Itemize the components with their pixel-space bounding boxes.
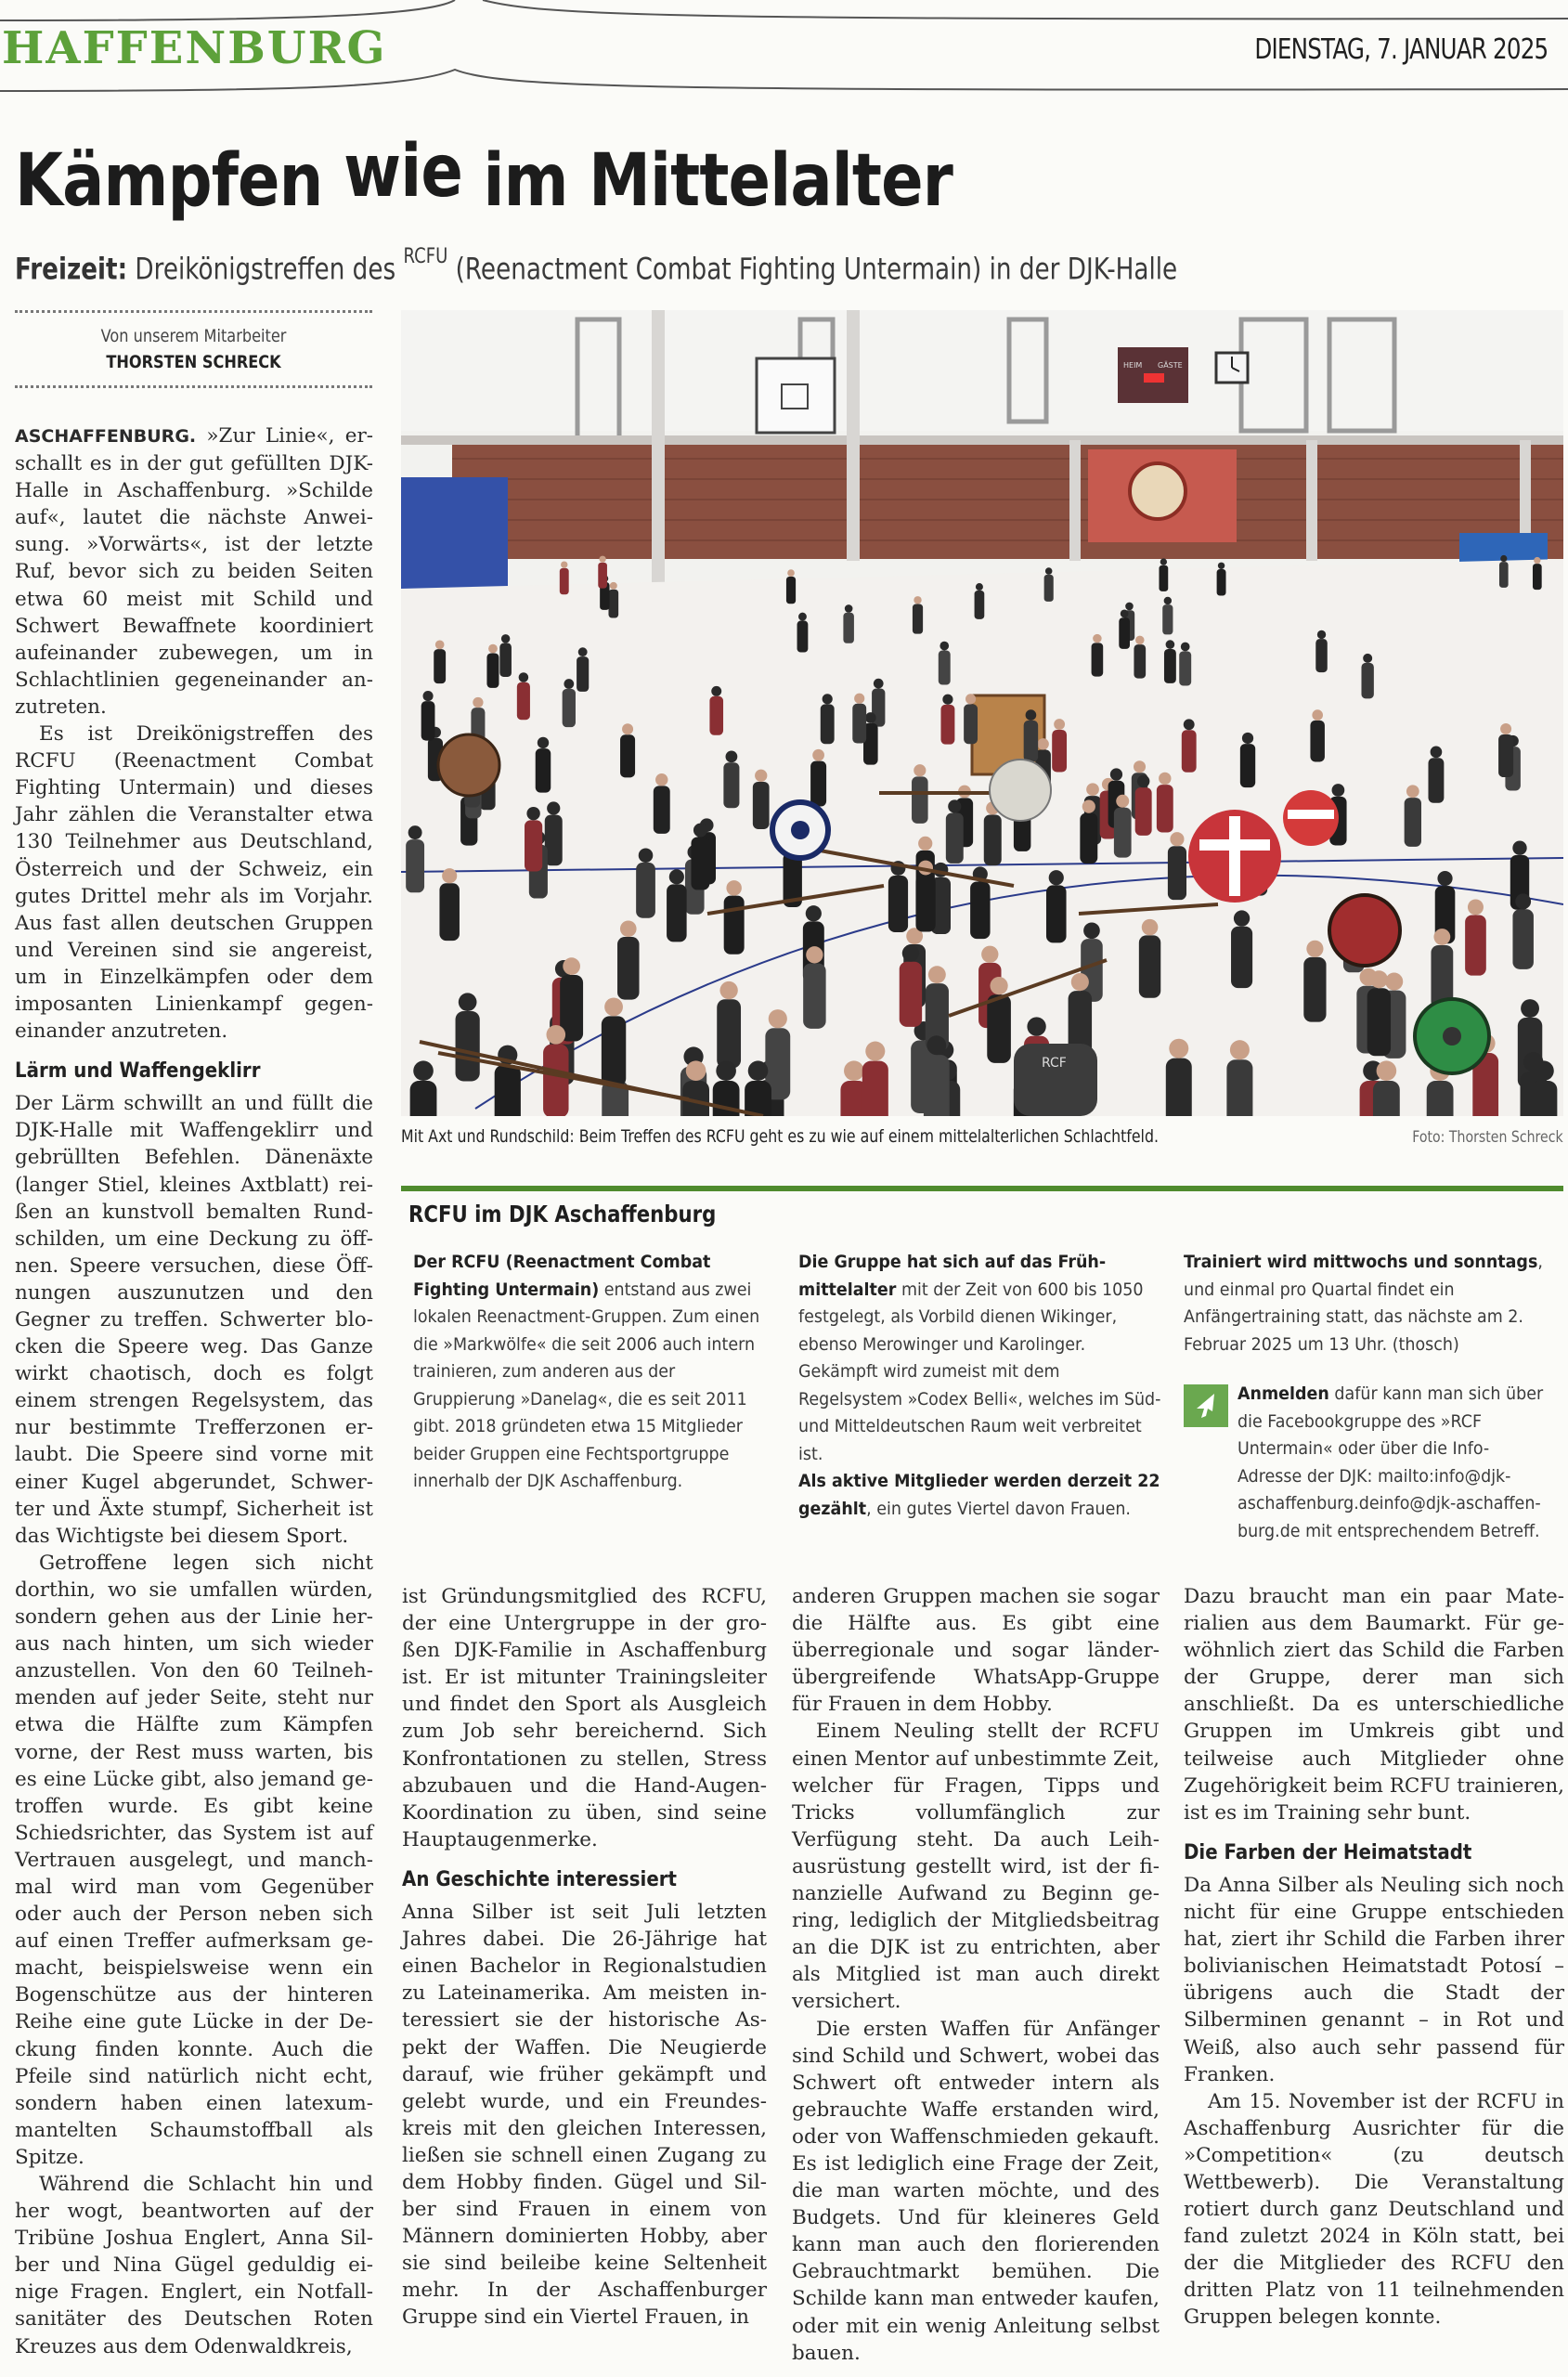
paragraph: Die ersten Waffen für Anfänger sind Schild und Schwert, wobei das Schwert oft entweder intern als gebrauchte Waffe erstanden wird, oder von Waffenschmieden gekauft. Es ist lediglich eine Frage der Zeit, die man warten möchte, und des Budgets. Und für kleineres Geld kann man auch den florierenden Gebrauchtmarkt bemühen. Die Schilde kann man entweder kaufen, oder mit ein wenig Anleitung selbst bauen.: [792, 2017, 1160, 2365]
combatant-figure: [912, 776, 928, 824]
combatant-head: [1515, 893, 1531, 909]
combatant-figure: [691, 837, 709, 890]
combatant-head: [798, 613, 807, 621]
signup-text: dafür kann man sich über die Facebookgruppe des »RCF Untermain« oder über die Info-Adresse der DJK: mailto:info@djk-aschaffenburg.deinfo@djk-aschaffenburg.de mit entsprechendem Betreff.: [1238, 1383, 1544, 1541]
combatant-figure: [486, 653, 499, 687]
combatant-figure: [1231, 927, 1252, 988]
combatant-head: [1086, 783, 1099, 796]
combatant-head: [610, 582, 617, 590]
combatant-head: [1135, 636, 1145, 645]
scoreboard-guest-label: GÄSTE: [1158, 361, 1183, 370]
foreground-fighter: [1014, 1044, 1097, 1116]
combatant-figure: [636, 863, 655, 918]
combatant-head: [948, 799, 961, 812]
combatant-figure: [821, 704, 835, 744]
paragraph: [15, 422, 373, 721]
photo-caption: Mit Axt und Rundschild: Beim Treffen des RCFU geht es zu wie auf einem mittelalterlichen Schlachtfeld.: [401, 1126, 1159, 1147]
combatant-figure: [1157, 785, 1173, 832]
combatant-head: [812, 749, 824, 761]
combatant-figure: [1052, 730, 1067, 773]
combatant-figure: [517, 682, 530, 720]
infobox-text: , ein gutes Viertel davon Frauen.: [866, 1498, 1131, 1519]
paragraph: Während die Schlacht hin und her wogt, beantworten auf der Tribüne Joshua Englert, Anna Silber und Nina Gügel geduldig einige Fragen. Englert, ein Notfallsanitäter des Deutschen Roten Kreuzes aus dem Odenwaldkreis,: [15, 2173, 373, 2358]
paragraph: Der Lärm schwillt an und füllt die DJK-Halle mit Waffengeklirr und gebrüllten Befehlen. Dänenäxte (langer Stiel, kleines Axtblatt) reißen an kunstvoll bemalten Rundschilden, um eine Deckung zu öffnen. Speere versuchen, diese Öffnungen auszunutzen und den Gegner zu treffen. Schwerter blocken die Speere weg. Das Ganze wirkt chaotisch, doch es folgt einem strengen Regelsystem, das nur bestimmte Trefferzonen erlaubt. Die Speere sind vorne mit einer Kugel abgerundet, Schwerter und Äxte stumpf, Sicherheit ist das Wichtigste bei diesem Sport.: [15, 1092, 373, 1548]
combatant-figure: [1179, 651, 1191, 685]
combatant-figure: [1531, 1081, 1558, 1116]
infobox-paragraph: [413, 1249, 782, 1496]
combatant-head: [526, 807, 539, 820]
combatant-head: [1071, 973, 1089, 991]
combatant-head: [806, 946, 823, 963]
article-photo-battle-scene: [401, 310, 1563, 1116]
combatant-head: [1500, 555, 1507, 562]
combatant-head: [561, 561, 567, 567]
combatant-figure: [1373, 1081, 1400, 1116]
signup-paragraph: [1238, 1381, 1553, 1545]
combatant-head: [1218, 563, 1225, 569]
byline-author: THORSTEN SCHRECK: [106, 352, 281, 372]
combatant-head: [1534, 1060, 1554, 1081]
combatant-figure: [1361, 663, 1373, 698]
combatant-head: [865, 712, 876, 723]
infobox-accent-bar: [401, 1186, 1563, 1191]
combatant-head: [1370, 970, 1388, 988]
combatant-head: [976, 583, 983, 591]
combatant-head: [769, 1009, 787, 1028]
combatant-head: [990, 977, 1007, 994]
byline: [15, 310, 372, 388]
paragraph: Dazu braucht man ein paar Materialien aus dem Baumarkt. Für gewöhnlich ziert das Schild die Farben der Gruppe, derer man sich anschließt. Da es unterschiedliche Gruppen im Umkreis gibt und teilweise auch Mitglieder ohne Zugehörigkeit beim RCFU trainieren, ist es im Training sehr bunt.: [1184, 1585, 1564, 1825]
combatant-head: [1134, 760, 1146, 773]
combatant-head: [726, 750, 738, 762]
combatant-head: [622, 723, 633, 734]
combatant-head: [1332, 784, 1345, 797]
combatant-head: [787, 569, 795, 577]
combatant-head: [716, 1060, 736, 1081]
combatant-figure: [667, 884, 687, 942]
combatant-head: [755, 770, 767, 782]
combatant-head: [578, 647, 588, 656]
combatant-figure: [723, 762, 739, 808]
subheading-farben: Die Farben der Heimatstadt: [1184, 1840, 1472, 1864]
combatant-head: [711, 686, 721, 696]
combatant-head: [519, 672, 529, 682]
cursor-arrow-glyph: [1192, 1391, 1220, 1421]
combatant-head: [927, 1035, 946, 1055]
combatant-head: [1234, 910, 1250, 926]
combatant-figure: [410, 1081, 437, 1116]
combatant-figure: [753, 782, 770, 829]
combatant-head: [940, 642, 949, 651]
combatant-figure: [620, 734, 635, 777]
subheading-geschichte: An Geschichte interessiert: [402, 1867, 678, 1891]
infobox-paragraph: [798, 1249, 1167, 1468]
paragraph: anderen Gruppen machen sie sogar die Hälfte aus. Es gibt eine überregionale und sogar länderübergreifende WhatsApp-Gruppe für Frauen in dem Hobby.: [792, 1585, 1160, 1717]
combatant-figure: [1405, 798, 1421, 847]
combatant-figure: [1168, 846, 1186, 900]
scoreboard-home-label: HEIM: [1123, 361, 1143, 370]
paragraph: ist Gründungsmitglied des RCFU, der eine Untergruppe in der großen DJK-Familie in Aschaffenburg ist. Er ist mitunter Trainingsleiter und findet den Sport als Ausgleich zum Job sehr bereichernd. Sich Konfrontationen zu stellen, Stress abzubauen und die Hand-Augen-Koordination zu üben, sind seine Hauptaugenmerke.: [402, 1585, 767, 1851]
combatant-head: [1082, 800, 1095, 813]
combatant-figure: [1164, 649, 1176, 683]
combatant-head: [1312, 709, 1323, 721]
combatant-head: [1433, 929, 1450, 945]
combatant-figure: [421, 701, 435, 740]
subline-text-b: (Reenactment Combat Fighting Untermain) in der DJK-Halle: [447, 251, 1178, 287]
combatant-head: [902, 944, 919, 961]
combatant-figure: [1159, 565, 1168, 591]
combatant-head: [1230, 1040, 1250, 1059]
combatant-head: [1437, 871, 1452, 886]
combatant-figure: [617, 937, 639, 1000]
combatant-figure: [1182, 730, 1197, 773]
combatant-figure: [1135, 787, 1152, 836]
combatant-head: [546, 1025, 565, 1045]
combatant-figure: [1303, 957, 1326, 1022]
combatant-head: [547, 801, 560, 814]
combatant-figure: [602, 1016, 626, 1086]
combatant-figure: [797, 621, 809, 653]
combatant-figure: [1367, 988, 1391, 1056]
combatant-head: [1468, 899, 1484, 915]
combatant-head: [442, 868, 457, 883]
combatant-figure: [1044, 575, 1054, 602]
combatant-figure: [970, 881, 990, 939]
combatant-head: [1049, 870, 1064, 885]
combatant-figure: [1139, 935, 1160, 997]
combatant-head: [1431, 747, 1443, 759]
combatant-figure: [1499, 562, 1509, 588]
combatant-head: [854, 694, 864, 704]
combatant-head: [965, 694, 976, 704]
combatant-head: [1160, 558, 1167, 565]
combatant-figure: [598, 563, 607, 589]
combatant-figure: [536, 748, 551, 793]
combatant-head: [719, 981, 737, 999]
combatant-head: [655, 773, 667, 786]
paragraph: Einem Neuling stellt der RCFU einen Mentor auf unbestimmte Zeit, welcher für Fragen, Tipps und Tricks vollumfänglich zur Verfügung steht. Da auch Leihausrüstung gestellt wird, ist der finanzielle Aufwand zu Beginn gering, lediglich der Mitgliedsbeitrag an die DJK ist zu entrichten, aber als Mitglied ist man auch direkt versichert.: [792, 1720, 1160, 2014]
newspaper-section-name: HAFFENBURG: [2, 22, 387, 74]
combatant-figure: [1119, 617, 1130, 649]
combatant-head: [942, 695, 952, 705]
combatant-figure: [1427, 1081, 1454, 1116]
infobox-column-2: [798, 1249, 1170, 1523]
combatant-head: [413, 1060, 434, 1081]
combatant-figure: [803, 963, 825, 1028]
combatant-head: [1512, 841, 1526, 855]
combatant-figure: [439, 883, 460, 941]
combatant-head: [1500, 723, 1511, 734]
combatant-figure: [987, 994, 1011, 1063]
combatant-head: [865, 1042, 885, 1061]
article-column-4: [1184, 1583, 1564, 2332]
combatant-head: [563, 957, 580, 975]
combatant-head: [1170, 832, 1184, 846]
infobox-text: , und einmal pro Quartal findet ein Anfängertraining statt, das nächste am 2. Februar 2025 um 13 Uhr. (thosch): [1184, 1252, 1543, 1355]
subline-raised: RCFU: [403, 245, 448, 268]
combatant-head: [501, 634, 510, 643]
combatant-figure: [1310, 721, 1324, 762]
paragraph: Getroffene legen sich nicht dorthin, wo sie umfallen würden, sondern gehen aus der Linie heraus nach hinten, um sich wieder anzustellen. Von den 60 Teilnehmenden auf jeder Seite, steht nur etwa die Hälfte zum Kämpfen vorne, der Rest muss warten, bis es eine Lücke gibt, also jemand getroffen wurde. Es gibt keine Schiedsrichter, das System ist auf Vertrauen ausgelegt, und manchmal wird man vom Gegenüber oder auch der Person neben sich auf einen Treffer aufmerksam gemacht, beispielsweise wenn ein Bogenschütze aus der hinteren Reihe eine gute Lücke in der Deckung finden konnte. Auch die Pfeile sind natürlich nicht echt, sondern haben einen latexummantelten Schaumstoffball als Spitze.: [15, 1551, 373, 2169]
combatant-figure: [1428, 758, 1444, 803]
combatant-head: [1116, 795, 1129, 808]
combatant-head: [686, 1060, 706, 1081]
combatant-figure: [654, 786, 670, 833]
combatant-figure: [940, 705, 954, 745]
combatant-figure: [1080, 813, 1097, 864]
signup-lead: Anmelden: [1238, 1383, 1329, 1404]
headline-part-2: im Mittelalter: [461, 139, 952, 223]
paragraph-text: »Zur Linie«, erschallt es in der gut gefüllten DJK-Halle in Aschaffenburg. »Schilde auf«, lautet die nächste Anweisung. »Vorwärts«, ist der letzte Ruf, bevor sich zu beiden Seiten etwa 60 meist mit Schild und Schwert Bewaffnete koordiniert aufeinander zubewegen, um in Schlachtlinien gegeneinander anzutreten.: [15, 424, 373, 719]
combatant-head: [914, 764, 926, 776]
infobox-column-1: [413, 1249, 784, 1496]
combatant-head: [844, 1060, 864, 1081]
combatant-figure: [1315, 639, 1327, 672]
infobox-lead: Als aktive Mitglieder werden derzeit 22 gezählt: [798, 1471, 1160, 1519]
combatant-figure: [1512, 909, 1533, 969]
combatant-figure: [560, 568, 569, 594]
combatant-head: [1377, 1060, 1397, 1081]
combatant-head: [981, 946, 998, 963]
combatant-figure: [499, 643, 512, 677]
combatant-figure: [495, 1065, 521, 1116]
combatant-head: [459, 993, 477, 1011]
combatant-figure: [563, 689, 576, 727]
combatant-figure: [964, 704, 978, 744]
subline-text-a: Dreikönigstreffen des: [127, 251, 404, 287]
combatant-figure: [1498, 734, 1513, 777]
cursor-arrow-icon: [1184, 1384, 1228, 1427]
combatant-figure: [939, 650, 951, 684]
combatant-head: [408, 825, 422, 839]
shirt-print-text: RCF: [1042, 1056, 1067, 1071]
paragraph: Am 15. November ist der RCFU in Aschaffenburg Ausrichter für die »Competition« (zu deutsch Wettbewerb). Die Veranstaltung rotiert durch ganz Deutschland und fand zuletzt 2024 in Köln statt, bei der die Mitglieder des RCFU den dritten Platz von 11 teilnehmenden Gruppen belegen konnte.: [1184, 2089, 1564, 2330]
infobox-lead: Die Gruppe hat sich auf das Frühmittelalter: [798, 1252, 1107, 1300]
combatant-head: [538, 737, 549, 748]
combatant-figure: [1465, 915, 1486, 975]
combatant-head: [1181, 643, 1190, 652]
combatant-head: [1093, 634, 1101, 643]
combatant-figure: [709, 696, 723, 735]
infobox-column-3: [1184, 1249, 1555, 1545]
combatant-figure: [975, 591, 985, 619]
combatant-figure: [1166, 1059, 1192, 1116]
basketball-backboard: [757, 358, 835, 433]
infobox-paragraph: [1184, 1249, 1552, 1358]
combatant-head: [693, 824, 707, 838]
combatant-figure: [434, 649, 446, 683]
combatant-figure: [543, 1045, 568, 1116]
combatant-head: [823, 694, 833, 704]
combatant-figure: [915, 875, 935, 931]
combatant-figure: [1092, 643, 1104, 676]
combatant-head: [1164, 597, 1172, 604]
combatant-figure: [1226, 1059, 1252, 1116]
combatant-head: [726, 880, 741, 895]
combatant-head: [918, 837, 932, 851]
paragraph: Anna Silber ist seit Juli letzten Jahres dabei. Die 26-Jährige hat einen Bachelor in Regionalstudien zu Lateinamerika. Am meisten interessiert sie der historische Aspekt der Waffen. Die Neugierde darauf, wie früher gekämpft und gelebt wurde, und ein Freundeskreis mit den gleichen Interessen, ließen sie schnell einen Zugang zu dem Hobby finden. Gügel und Silber sind Frauen in einem von Männern dominierten Hobby, aber sie sind beileibe keine Seltenheit mehr. In der Aschaffenburger Gruppe sind ein Viertel Frauen, in: [402, 1901, 767, 2330]
infobox-text: entstand aus zwei lokalen Reenactment-Gruppen. Zum einen die »Markwölfe« die seit 2006 auch intern trainieren, zum anderen aus der Gruppierung »Danelag«, die es seit 2011 gibt. 2018 gründeten etwa 15 Mitglieder beider Gruppen eine Fechtsportgruppe innerhalb der DJK Aschaffenburg.: [413, 1279, 760, 1491]
combatant-figure: [1024, 721, 1038, 762]
headline-raised-word: wie: [343, 130, 462, 214]
headline-part-1: Kämpfen: [15, 139, 344, 223]
combatant-figure: [1533, 564, 1542, 590]
combatant-head: [1169, 1039, 1188, 1059]
scoreboard-digits: [1144, 373, 1164, 383]
combatant-head: [1385, 973, 1403, 991]
combatant-figure: [984, 815, 1002, 866]
combatant-head: [639, 849, 654, 864]
combatant-head: [1045, 567, 1053, 575]
combatant-figure: [608, 590, 618, 618]
combatant-figure: [406, 839, 424, 892]
combatant-head: [1317, 630, 1326, 639]
combatant-figure: [525, 820, 542, 871]
combatant-head: [874, 679, 884, 689]
combatant-figure: [577, 656, 589, 692]
article-column-2: [402, 1583, 767, 2332]
combatant-head: [604, 998, 623, 1017]
combatant-figure: [946, 813, 964, 864]
combatant-head: [1083, 922, 1100, 939]
infobox-lead: Der RCFU (Reenactment Combat Fighting Untermain): [413, 1252, 711, 1300]
infobox-paragraph: [798, 1468, 1167, 1523]
combatant-figure: [1162, 604, 1173, 634]
combatant-head: [1125, 603, 1134, 611]
combatant-head: [1026, 709, 1037, 721]
byline-divider-bottom: [15, 385, 372, 388]
byline-divider-top: [15, 310, 372, 313]
photo-credit: Foto: Thorsten Schreck: [1412, 1128, 1563, 1147]
issue-date: DIENSTAG, 7. JANUAR 2025: [1254, 33, 1548, 66]
combatant-head: [1027, 1017, 1045, 1035]
combatant-head: [1306, 941, 1323, 957]
photo-caption-row: [401, 1126, 1563, 1154]
combatant-head: [599, 556, 605, 563]
combatant-head: [423, 691, 434, 701]
combatant-figure: [745, 1081, 771, 1116]
combatant-figure: [1217, 569, 1226, 595]
combatant-head: [1137, 775, 1149, 787]
combatant-head: [1242, 733, 1253, 744]
photo-illustration: [401, 310, 1563, 1116]
combatant-head: [1121, 609, 1129, 617]
combatant-figure: [843, 613, 854, 643]
subheading-laerm: Lärm und Waffengeklirr: [15, 1059, 261, 1084]
combatant-head: [473, 697, 483, 708]
combatant-figure: [924, 1055, 950, 1116]
combatant-figure: [862, 1061, 888, 1116]
combatant-figure: [1046, 885, 1067, 942]
combatant-figure: [888, 876, 908, 932]
paragraph: Es ist Dreikönigstreffen des RCFU (Reenactment Combat Fighting Untermain) und dieses Jahr zählen die Veranstalter etwa 130 Teilnehmer aus Deutschland, Österreich und der Schweiz, ein gutes Drittel mehr als im Vorjahr. Aus fast allen deutschen Gruppen und Vereinen sind sie angereist, um in Einzelkämpfen oder dem imposanten Linienkampf gegeneinander anzutreten.: [15, 722, 373, 1044]
kicker: Freizeit:: [15, 251, 128, 287]
paragraph: Da Anna Silber als Neuling sich noch nicht für eine Gruppe entschieden hat, ziert ihr Schild die Farben ihrer bolivianischen Heimatstadt Potosí – übrigens auch die Stadt der Silberminen genannt – in Rot und Weiß, also auch sehr passend für Franken.: [1184, 1873, 1564, 2086]
combatant-head: [748, 1060, 769, 1081]
article-column-3: [792, 1583, 1160, 2367]
combatant-figure: [900, 962, 922, 1027]
signup-note: [1184, 1381, 1555, 1545]
combatant-head: [1166, 640, 1175, 649]
combatant-head: [488, 644, 498, 654]
combatant-head: [928, 966, 946, 983]
combatant-head: [669, 869, 684, 884]
combatant-figure: [913, 604, 923, 633]
combatant-head: [1110, 768, 1122, 780]
combatant-figure: [1134, 644, 1146, 678]
combatant-figure: [1240, 744, 1255, 787]
combatant-figure: [852, 704, 866, 744]
article-column-1: [15, 422, 373, 2360]
combatant-head: [564, 679, 574, 689]
combatant-head: [1159, 773, 1171, 785]
infobox-lead: Trainiert wird mittwochs und sonntags: [1184, 1252, 1538, 1272]
combatant-head: [1184, 719, 1195, 730]
combatant-head: [806, 905, 822, 921]
combatant-head: [435, 640, 445, 649]
combatant-head: [1534, 557, 1540, 564]
dateline-location: ASCHAFFENBURG.: [15, 426, 197, 447]
combatant-head: [1363, 654, 1372, 663]
infobox-title: RCFU im DJK Aschaffenburg: [408, 1201, 717, 1227]
headline: [15, 130, 952, 223]
combatant-head: [914, 596, 921, 604]
subheadline: [15, 245, 1178, 287]
combatant-head: [1521, 999, 1539, 1018]
byline-intro: Von unserem Mitarbeiter: [100, 326, 287, 346]
combatant-figure: [1114, 808, 1132, 858]
combatant-head: [1037, 738, 1048, 749]
combatant-figure: [717, 999, 741, 1068]
combatant-figure: [810, 761, 826, 807]
combatant-head: [1406, 785, 1419, 798]
combatant-head: [845, 604, 853, 613]
combatant-head: [1054, 719, 1065, 730]
combatant-figure: [456, 1011, 480, 1081]
infobox-text: mit der Zeit von 600 bis 1050 festgelegt, als Vorbild dienen Wikinger, ebenso Merowinger und Karolinger. Gekämpft wird zumeist mit dem Regelsystem »Codex Belli«, welches im Süd- und Mitteldeutschen Raum weit verbreitet ist.: [798, 1279, 1161, 1464]
masthead: [0, 0, 1568, 97]
combatant-head: [1142, 919, 1159, 936]
combatant-head: [620, 920, 637, 937]
combatant-figure: [786, 577, 796, 604]
combatant-figure: [724, 896, 745, 955]
